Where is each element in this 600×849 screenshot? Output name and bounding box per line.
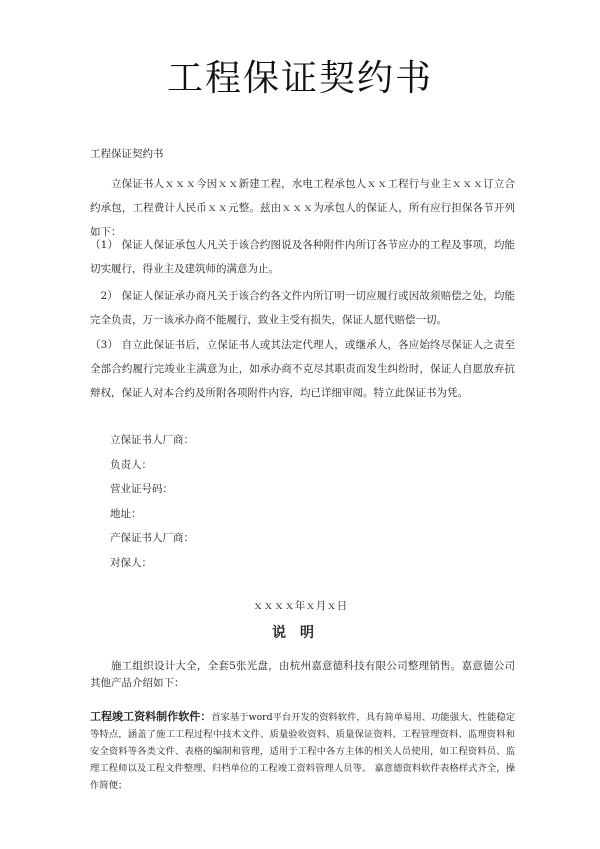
product-text: 首家基于word平台开发的资料软件，具有简单易用、功能强大、性能稳定等特点，涵盖了施工工程过程中技术文件、质量验收资料、质量保证资料、工程管理资料、监理资料和安全资料等各类文件、表格的编制和管理，适用于工程中各方主体的相关人员使用，如工程资料员、监理工程师以及工程文件整理、归档单位的工程竣工资料管理人员等。 嘉意德资料软件表格样式齐全，操作简便； (90, 712, 516, 791)
paragraph: 立保证书人ｘｘｘ今因ｘｘ新建工程，水电工程承包人ｘｘ工程行与业主ｘｘｘ订立合约承包，工程费计人民币ｘｘ元整。兹由ｘｘｘ为承包人的保证人，所有应行担保各节开列如下： (90, 178, 515, 238)
signature-field: 营业证号码： (110, 483, 173, 495)
date-line: ｘｘｘｘ年ｘ月ｘ日 (252, 600, 348, 612)
product-name: 工程竣工资料制作软件： (90, 710, 212, 723)
signature-field: 地址： (110, 507, 142, 520)
paragraph: （3） 自立此保证书后，立保证书人或其法定代理人，或继承人，各应始终尽保证人之责至全部合约履行完竣业主满意为止，如承办商不克尽其职责而发生纠纷时，保证人自愿放弃抗辩权，保证人对本合约及所附各项附件内容，均已详细审阅。特立此保证书为凭。 (90, 339, 515, 399)
signature-block (110, 428, 194, 575)
paragraph: （1） 保证人保证承包人凡关于该合约图说及各种附件内所订各节应办的工程及事项，均能切实履行，得业主及建筑师的满意为止。 (90, 239, 515, 275)
signature-field: 对保人： (110, 556, 152, 569)
section-heading: 说明 (272, 625, 328, 641)
clause-1 (90, 233, 515, 281)
document-subtitle: 工程保证契约书 (90, 148, 164, 160)
signature-field: 产保证书人厂商： (110, 532, 194, 544)
product-intro: 施工组织设计大全，全套5张光盘，由杭州嘉意德科技有限公司整理销售。嘉意德公司其他产品介绍如下： (90, 660, 515, 689)
clause-2 (90, 284, 515, 332)
document-title: 工程保证契约书 (166, 58, 433, 99)
signature-field: 立保证书人厂商： (110, 434, 194, 446)
clause-3 (90, 333, 515, 405)
signature-field: 负责人： (110, 458, 152, 471)
paragraph: 2） 保证人保证承办商凡关于该合约各文件内所订明一切应履行或因故须赔偿之处，均能完全负责，万一该承办商不能履行，致业主受有损失，保证人愿代赔偿一切。 (90, 290, 515, 326)
product-description (90, 708, 515, 794)
